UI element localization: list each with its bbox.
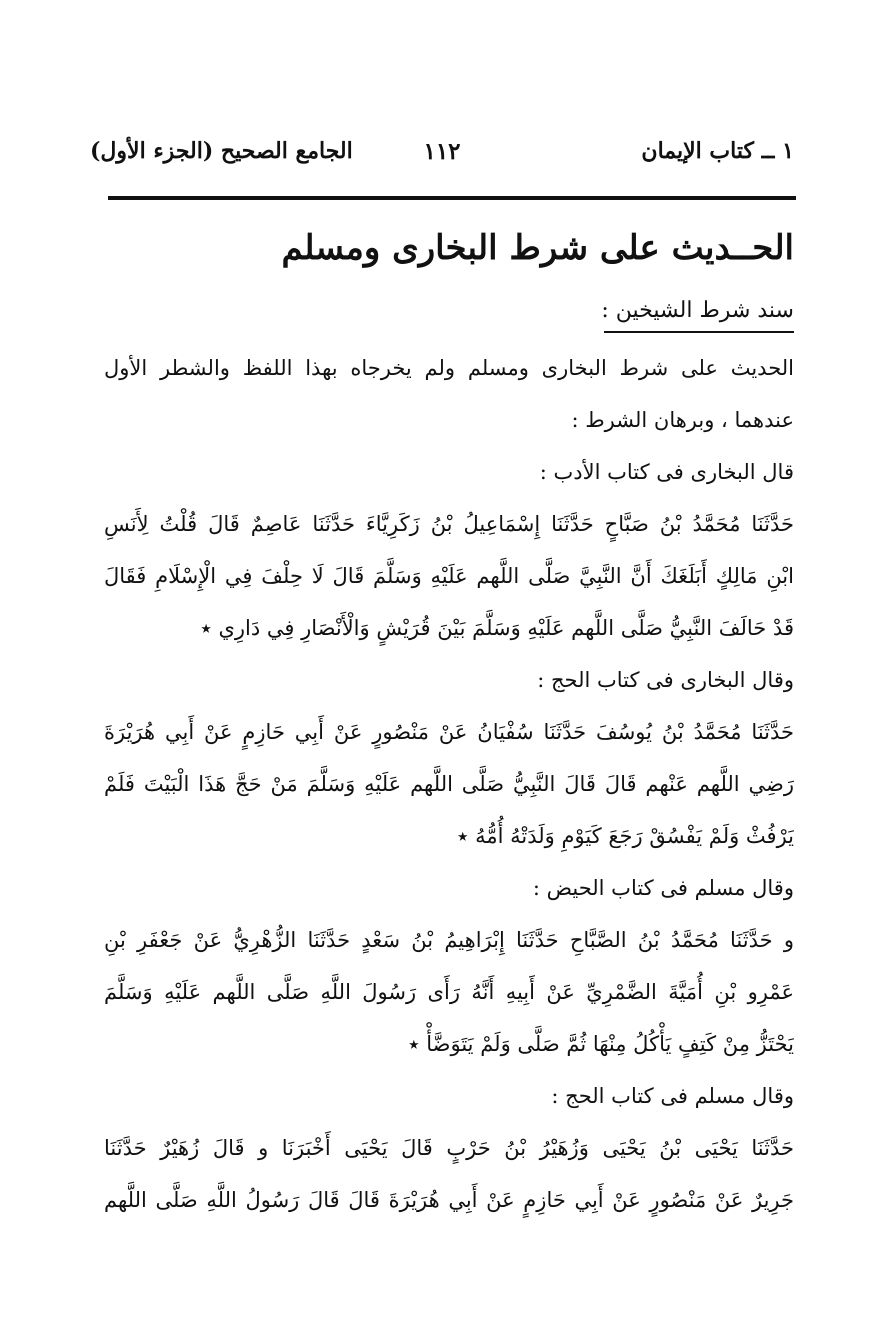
text-line: وقال مسلم فى كتاب الحج : [551, 1084, 794, 1108]
text-line: حَدَّثَنَا مُحَمَّدُ بْنُ صَبَّاحٍ حَدَّثَنَا إِسْمَاعِيلُ بْنُ زَكَرِيَّاءَ حَدَّثَنَا عَاصِمٌ قَالَ قُلْتُ لِأَنَسِ [104, 512, 794, 536]
text-line: جَرِيرٌ عَنْ مَنْصُورٍ عَنْ أَبِي حَازِمٍ عَنْ أَبِي هُرَيْرَةَ قَالَ قَالَ رَسُولُ اللَّهِ صَلَّى اللَّهم [104, 1188, 794, 1212]
running-header [90, 138, 794, 178]
text-line: قال البخارى فى كتاب الأدب : [539, 460, 794, 484]
text-line: وقال البخارى فى كتاب الحج : [537, 668, 794, 692]
subtitle-underline [604, 331, 794, 333]
text-line: حَدَّثَنَا يَحْيَى بْنُ يَحْيَى وَزُهَيْرُ بْنُ حَرْبٍ قَالَ يَحْيَى أَخْبَرَنَا و قَالَ زُهَيْرٌ حَدَّثَنَا [104, 1136, 794, 1160]
section-subtitle: سند شرط الشيخين : [601, 298, 794, 323]
text-line: عندهما ، وبرهان الشرط : [571, 408, 794, 432]
text-line: الحديث على شرط البخارى ومسلم ولم يخرجاه بهذا اللفظ والشطر الأول [104, 356, 794, 380]
text-line: وقال مسلم فى كتاب الحيض : [532, 876, 794, 900]
text-line: و حَدَّثَنَا مُحَمَّدُ بْنُ الصَّبَّاحِ حَدَّثَنَا إِبْرَاهِيمُ بْنُ سَعْدٍ حَدَّثَنَا الزُّهْرِيُّ عَنْ جَعْفَرِ بْنِ [104, 928, 794, 952]
chapter-title: ١ ــ كتاب الإيمان [641, 138, 794, 164]
section-title: الحــديث على شرط البخارى ومسلم [281, 228, 794, 268]
body-text [104, 342, 794, 1226]
text-line: حَدَّثَنَا مُحَمَّدُ بْنُ يُوسُفَ حَدَّثَنَا سُفْيَانُ عَنْ مَنْصُورٍ عَنْ أَبِي حَازِمٍ عَنْ أَبِي هُرَيْرَةَ [104, 720, 794, 744]
text-line: يَرْفُثْ وَلَمْ يَفْسُقْ رَجَعَ كَيَوْمِ وَلَدَتْهُ أُمُّهُ ٭ [457, 824, 794, 848]
page-number: ١١٢ [423, 138, 461, 165]
header-divider [108, 196, 796, 200]
book-title: الجامع الصحيح (الجزء الأول) [90, 138, 353, 164]
text-line: ابْنِ مَالِكٍ أَبَلَغَكَ أَنَّ النَّبِيَّ صَلَّى اللَّهم عَلَيْهِ وَسَلَّمَ قَالَ لَا حِلْفَ فِي الْإِسْلَامِ فَقَالَ [104, 564, 794, 588]
text-line: رَضِي اللَّهم عَنْهم قَالَ قَالَ النَّبِيُّ صَلَّى اللَّهم عَلَيْهِ وَسَلَّمَ مَنْ حَجَّ هَذَا الْبَيْتَ فَلَمْ [104, 772, 794, 796]
text-line: قَدْ حَالَفَ النَّبِيُّ صَلَّى اللَّهم عَلَيْهِ وَسَلَّمَ بَيْنَ قُرَيْشٍ وَالْأَنْصَارِ فِي دَارِي ٭ [200, 616, 794, 640]
text-line: عَمْرِو بْنِ أُمَيَّةَ الضَّمْرِيِّ عَنْ أَبِيهِ أَنَّهُ رَأَى رَسُولَ اللَّهِ صَلَّى اللَّهم عَلَيْهِ وَسَلَّمَ [104, 980, 794, 1004]
text-line: يَحْتَزُّ مِنْ كَتِفٍ يَأْكُلُ مِنْهَا ثُمَّ صَلَّى وَلَمْ يَتَوَضَّأْ ٭ [408, 1032, 794, 1056]
